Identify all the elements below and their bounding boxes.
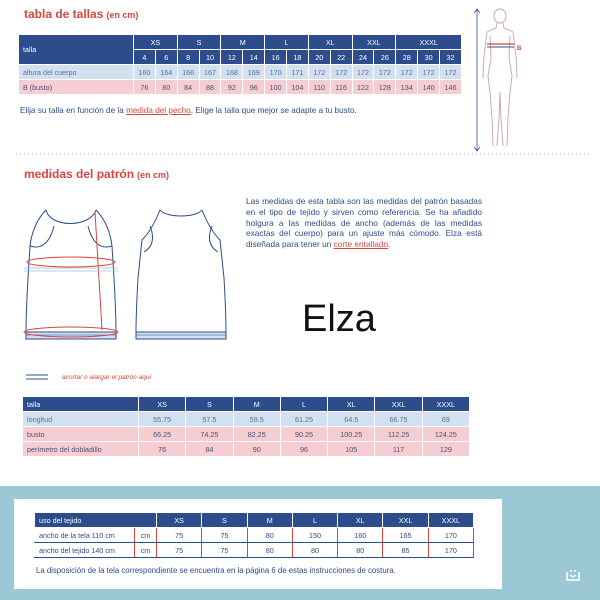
fitted-cut-link[interactable]: corte entallado xyxy=(333,239,389,250)
table-cell: 88 xyxy=(199,80,221,95)
table-cell: 134 xyxy=(396,80,418,95)
table-cell: 80 xyxy=(338,543,383,558)
unit-cell: cm xyxy=(135,543,157,558)
table-cell: 146 xyxy=(440,80,462,95)
row-label: busto xyxy=(23,427,139,442)
table-cell: 104 xyxy=(287,80,309,95)
table-cell: 75 xyxy=(157,543,202,558)
pattern-measures-table xyxy=(22,396,470,457)
table-cell: 164 xyxy=(155,65,177,80)
fabric-layout-note: La disposición de la tela correspondiente se encuentra en la página 6 de estas instrucciones de costura. xyxy=(36,566,396,575)
table-cell: 172 xyxy=(352,65,374,80)
unit-cell: cm xyxy=(135,528,157,543)
table-cell: 171 xyxy=(287,65,309,80)
fabric-size-header-s: S xyxy=(202,513,247,528)
body-figure-icon xyxy=(470,6,530,154)
table-cell: 160 xyxy=(338,528,383,543)
bust-measure-link[interactable]: medida del pecho xyxy=(126,106,191,115)
table-cell: 66.25 xyxy=(139,427,186,442)
fabric-size-header-xs: XS xyxy=(157,513,202,528)
size-number-header: 10 xyxy=(199,50,221,65)
table-cell: 74.25 xyxy=(186,427,233,442)
size-chart-title-text: tabla de tallas xyxy=(24,7,104,21)
table-cell: 84 xyxy=(186,442,233,457)
pattern-size-header-s: S xyxy=(186,397,233,412)
table-cell: 75 xyxy=(202,528,247,543)
table-cell: 172 xyxy=(374,65,396,80)
table-cell: 172 xyxy=(308,65,330,80)
bust-marker-label: B xyxy=(517,46,522,52)
size-note-text-a: Elija su talla en función de la xyxy=(20,106,127,115)
table-row xyxy=(35,528,474,543)
lengthen-shorten-lines-icon xyxy=(26,373,48,382)
row-label: ancho del tejido 140 cm xyxy=(35,543,135,558)
pattern-size-header-xs: XS xyxy=(139,397,186,412)
size-header-s: S xyxy=(177,35,221,50)
table-cell: 80 xyxy=(247,528,292,543)
tank-top-back-icon xyxy=(130,206,232,342)
table-cell: 172 xyxy=(330,65,352,80)
table-cell: 170 xyxy=(265,65,287,80)
table-cell: 172 xyxy=(396,65,418,80)
table-cell: 80 xyxy=(247,543,292,558)
fabric-size-header-xxxl: XXXL xyxy=(428,513,473,528)
table-cell: 80 xyxy=(292,543,337,558)
tank-top-front-icon xyxy=(20,206,122,342)
table-cell: 100.25 xyxy=(328,427,375,442)
row-label: perímetro del dobladillo xyxy=(23,442,139,457)
size-header-xs: XS xyxy=(134,35,178,50)
table-cell: 124.25 xyxy=(422,427,469,442)
table-cell: 172 xyxy=(418,65,440,80)
size-number-header: 20 xyxy=(308,50,330,65)
pattern-description-text: Las medidas de esta tabla son las medidas del patrón basadas en el tipo de tejido y sirven como referencia. Se ha añadido holgura a las medidas de ancho (además de las medidas exactas del cuerpo) para un ajuste más cómodo. Elza está diseñada para tener un xyxy=(246,196,482,250)
pattern-title-text: medidas del patrón xyxy=(24,167,135,181)
row-label: ancho de la tela 110 cm xyxy=(35,528,135,543)
table-cell: 64.5 xyxy=(328,412,375,427)
table-row xyxy=(23,412,470,427)
table-cell: 90.25 xyxy=(280,427,327,442)
size-note-text-b: . Elige la talla que mejor se adapte a tu busto. xyxy=(190,106,357,115)
table-cell: 110 xyxy=(308,80,330,95)
table-cell: 57.5 xyxy=(186,412,233,427)
fabric-size-header-m: M xyxy=(247,513,292,528)
size-header-xxxl: XXXL xyxy=(396,35,462,50)
table-cell: 129 xyxy=(422,442,469,457)
table-cell: 128 xyxy=(374,80,396,95)
pattern-description xyxy=(246,196,482,250)
table-cell: 96 xyxy=(243,80,265,95)
size-chart-table xyxy=(18,34,462,95)
pattern-title-unit: (en cm) xyxy=(137,170,170,180)
table-cell: 66.75 xyxy=(375,412,422,427)
size-number-header: 30 xyxy=(418,50,440,65)
size-chart-title xyxy=(24,7,138,21)
dotted-separator xyxy=(16,152,591,156)
pattern-description-end: . xyxy=(388,239,391,250)
table-cell: 168 xyxy=(221,65,243,80)
size-table-header-label: talla xyxy=(19,35,134,65)
fabric-usage-table xyxy=(34,512,474,558)
row-label: B (busto) xyxy=(19,80,134,95)
table-cell: 69 xyxy=(422,412,469,427)
size-number-header: 6 xyxy=(155,50,177,65)
size-header-l: L xyxy=(265,35,309,50)
size-number-header: 24 xyxy=(352,50,374,65)
table-cell: 169 xyxy=(243,65,265,80)
size-header-xl: XL xyxy=(308,35,352,50)
smile-logo-icon xyxy=(564,566,582,584)
fabric-size-header-l: L xyxy=(292,513,337,528)
size-number-header: 26 xyxy=(374,50,396,65)
table-cell: 172 xyxy=(440,65,462,80)
pattern-size-header-l: L xyxy=(280,397,327,412)
table-row xyxy=(23,427,470,442)
table-cell: 80 xyxy=(155,80,177,95)
size-number-header: 32 xyxy=(440,50,462,65)
size-number-header: 22 xyxy=(330,50,352,65)
size-number-header: 8 xyxy=(177,50,199,65)
table-cell: 166 xyxy=(177,65,199,80)
size-number-header: 16 xyxy=(265,50,287,65)
row-label: longitud xyxy=(23,412,139,427)
table-cell: 61.25 xyxy=(280,412,327,427)
table-cell: 165 xyxy=(383,528,428,543)
table-cell: 167 xyxy=(199,65,221,80)
size-chart-unit: (en cm) xyxy=(106,10,139,20)
size-chart-note xyxy=(20,106,357,115)
table-cell: 85 xyxy=(383,543,428,558)
lengthen-shorten-legend: acortar o alargar el patrón aquí xyxy=(62,374,152,381)
pattern-size-header-xxl: XXL xyxy=(375,397,422,412)
pattern-name: Elza xyxy=(302,298,376,340)
table-cell: 84 xyxy=(177,80,199,95)
table-cell: 76 xyxy=(134,80,156,95)
table-row xyxy=(19,80,462,95)
size-number-header: 18 xyxy=(287,50,309,65)
table-cell: 92 xyxy=(221,80,243,95)
row-label: altura del cuerpo xyxy=(19,65,134,80)
size-header-xxl: XXL xyxy=(352,35,396,50)
size-number-header: 14 xyxy=(243,50,265,65)
fabric-size-header-xl: XL xyxy=(338,513,383,528)
table-cell: 116 xyxy=(330,80,352,95)
table-cell: 100 xyxy=(265,80,287,95)
pattern-size-header-xxxl: XXXL xyxy=(422,397,469,412)
table-cell: 82.25 xyxy=(233,427,280,442)
table-row xyxy=(23,442,470,457)
table-cell: 140 xyxy=(418,80,440,95)
table-cell: 55.75 xyxy=(139,412,186,427)
table-cell: 117 xyxy=(375,442,422,457)
size-number-header: 4 xyxy=(134,50,156,65)
table-cell: 105 xyxy=(328,442,375,457)
table-cell: 122 xyxy=(352,80,374,95)
pattern-table-header-label: talla xyxy=(23,397,139,412)
table-cell: 150 xyxy=(292,528,337,543)
table-cell: 75 xyxy=(157,528,202,543)
table-cell: 59.5 xyxy=(233,412,280,427)
pattern-size-header-xl: XL xyxy=(328,397,375,412)
table-cell: 170 xyxy=(428,543,473,558)
fabric-size-header-xxl: XXL xyxy=(383,513,428,528)
pattern-measures-title xyxy=(24,167,169,181)
size-header-m: M xyxy=(221,35,265,50)
table-cell: 76 xyxy=(139,442,186,457)
table-cell: 170 xyxy=(428,528,473,543)
pattern-size-header-m: M xyxy=(233,397,280,412)
table-cell: 112.25 xyxy=(375,427,422,442)
size-number-header: 28 xyxy=(396,50,418,65)
table-cell: 160 xyxy=(134,65,156,80)
table-cell: 75 xyxy=(202,543,247,558)
table-row xyxy=(35,543,474,558)
table-cell: 96 xyxy=(280,442,327,457)
fabric-table-header-label: uso del tejido xyxy=(35,513,157,528)
size-number-header: 12 xyxy=(221,50,243,65)
table-row xyxy=(19,65,462,80)
table-cell: 90 xyxy=(233,442,280,457)
